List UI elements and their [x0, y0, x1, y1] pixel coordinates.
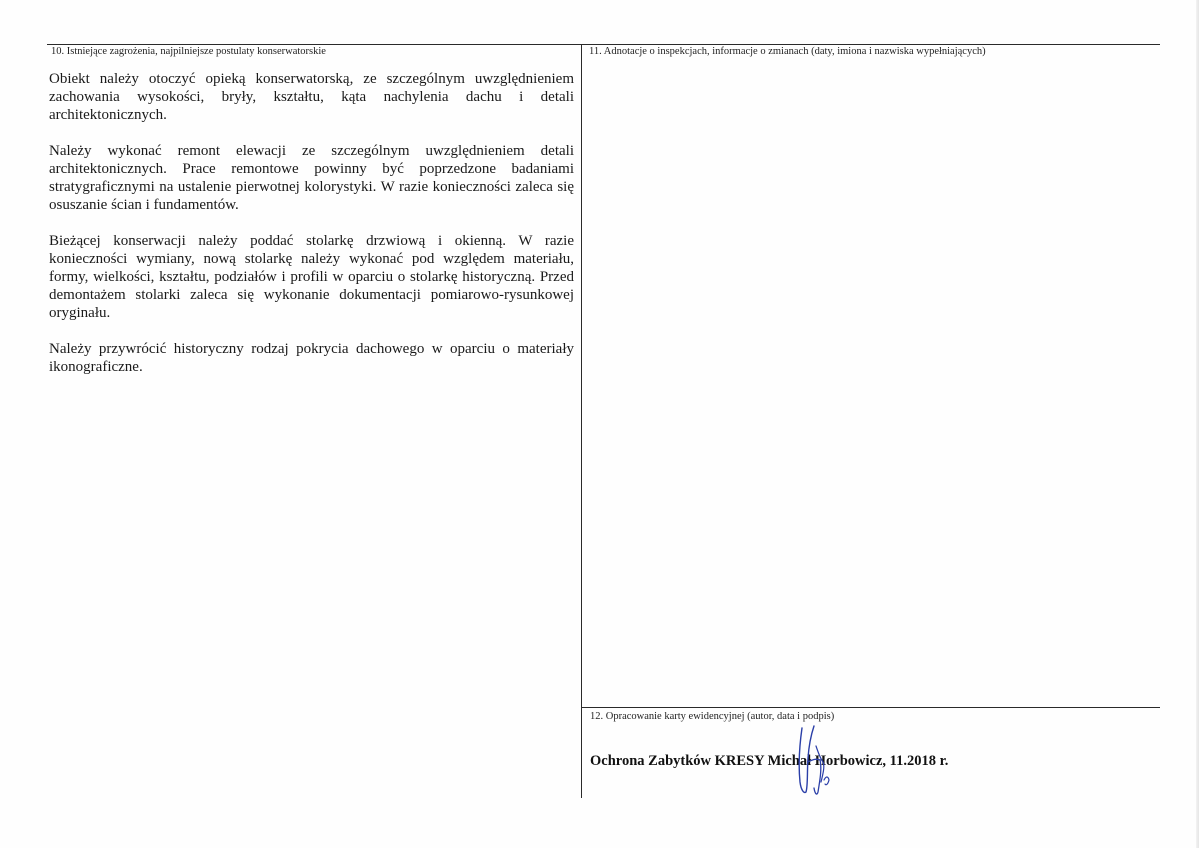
- paragraph-1: Obiekt należy otoczyć opieką konserwatorską, ze szczególnym uwzględnieniem zachowania wysokości, bryły, kształtu, kąta nachylenia dachu i detali architektonicznych.: [49, 71, 574, 123]
- paragraph-2: Należy wykonać remont elewacji ze szczególnym uwzględnieniem detali architektonicznych. Prace remontowe powinny być poprzedzone badaniami stratygraficznymi na ustalenie pierwotnej kolorystyki. W razie konieczności zaleca się osuszanie ścian i fundamentów.: [49, 143, 574, 213]
- section-10-label: 10. Istniejące zagrożenia, najpilniejsze postulaty konserwatorskie: [51, 46, 326, 57]
- section-12-rule: [582, 707, 1160, 708]
- top-rule-right: [582, 44, 1160, 45]
- top-rule-left: [47, 44, 582, 45]
- column-divider: [581, 44, 582, 798]
- author-line: Ochrona Zabytków KRESY Michał Horbowicz, 11.2018 r.: [590, 753, 949, 769]
- section-11-label: 11. Adnotacje o inspekcjach, informacje o zmianach (daty, imiona i nazwiska wypełniających): [589, 46, 986, 57]
- section-10-body: [49, 70, 574, 394]
- section-12-label: 12. Opracowanie karty ewidencyjnej (autor, data i podpis): [590, 711, 835, 722]
- signature-image: [790, 722, 840, 800]
- paragraph-3: Bieżącej konserwacji należy poddać stolarkę drzwiową i okienną. W razie konieczności wymiany, nową stolarkę należy wykonać pod względem materiału, formy, wielkości, kształtu, podziałów i profili w oparciu o stolarkę historyczną. Przed demontażem stolarki zaleca się wykonanie dokumentacji pomiarowo-rysunkowej oryginału.: [49, 233, 574, 321]
- paragraph-4: Należy przywrócić historyczny rodzaj pokrycia dachowego w oparciu o materiały ikonograficzne.: [49, 341, 574, 375]
